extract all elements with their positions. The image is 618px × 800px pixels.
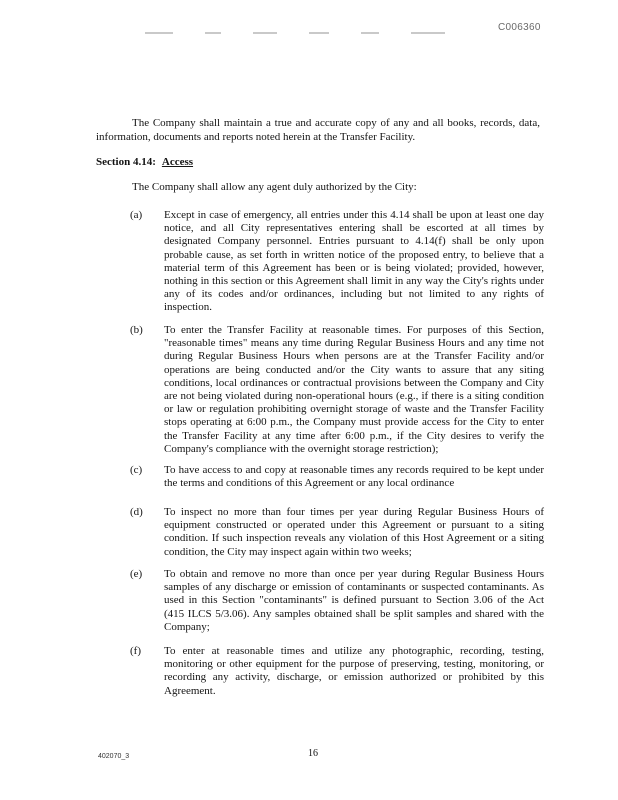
list-item [130, 324, 544, 456]
item-letter: (c) [130, 464, 143, 476]
section-number: Section 4.14: [96, 156, 156, 168]
section-heading [96, 156, 193, 168]
opening-paragraph: The Company shall maintain a true and accurate copy of any and all books, records, data, information, documents and reports noted herein at the Transfer Facility. [96, 117, 540, 143]
item-letter: (a) [130, 209, 143, 221]
item-letter: (f) [130, 645, 141, 657]
list-item [130, 568, 544, 634]
list-item [130, 506, 544, 559]
item-letter: (e) [130, 568, 143, 580]
list-item [130, 464, 544, 490]
footer-doc-code: 402070_3 [98, 753, 130, 760]
page-number: 16 [308, 748, 318, 759]
item-text: To enter the Transfer Facility at reasonable times. For purposes of this Section, "reasonable times" means any time during Regular Business Hours and any time not during Regular Business Hours when persons are at the Transfer Facility and/or operations are being conducted and/or the City wants to assure that any siting conditions, local ordinances or contractual provisions between the Company and City are not being violated during non-operational hours (e.g., if there is a siting condition or law or regulation prohibiting overnight storage of waste and the Transfer Facility stops operating at 6:00 p.m., the Company must provide access for the City to enter the Transfer Facility at any time after 6:00 p.m., if the City desires to verify the Company's compliance with the overnight storage restriction); [164, 324, 544, 455]
faint-header-marks [145, 28, 445, 34]
item-text: To obtain and remove no more than once per year during Regular Business Hours samples of any discharge or emission of contaminants or suspected contaminants. As used in this Section "contaminants" is defined pursuant to Section 3.06 of the Act (415 ILCS 5/3.06). Any samples obtained shall be split samples and shared with the Company; [164, 568, 544, 633]
item-text: To enter at reasonable times and utilize any photographic, recording, testing, monitoring or other equipment for the purpose of preserving, testing, monitoring, or recording any activity, discharge, or emission authorized or prohibited by this Agreement. [164, 645, 544, 697]
item-text: To inspect no more than four times per year during Regular Business Hours of equipment constructed or operated under this Agreement or pursuant to a siting condition. If such inspection reveals any violation of this Host Agreement or a siting condition, the City may inspect again within two weeks; [164, 506, 544, 558]
item-text: To have access to and copy at reasonable times any records required to be kept under the terms and conditions of this Agreement or any local ordinance [164, 464, 544, 490]
item-letter: (b) [130, 324, 143, 336]
list-item [130, 645, 544, 698]
section-title: Access [161, 156, 194, 168]
section-intro: The Company shall allow any agent duly authorized by the City: [132, 181, 417, 193]
bates-number: C006360 [498, 22, 541, 33]
item-letter: (d) [130, 506, 143, 518]
list-item [130, 209, 544, 315]
item-text: Except in case of emergency, all entries under this 4.14 shall be upon at least one day notice, and all City representatives entering shall be escorted at all times by designated Company personnel. Entries pursuant to 4.14(f) shall be only upon probable cause, as set forth in written notice of the proposed entry, to believe that a material term of this Agreement has been or is being violated; provided, however, nothing in this section or this Agreement shall limit in any way the City's rights under any of its codes and/or ordinances, including but not limited to any rights of inspection. [164, 209, 544, 314]
